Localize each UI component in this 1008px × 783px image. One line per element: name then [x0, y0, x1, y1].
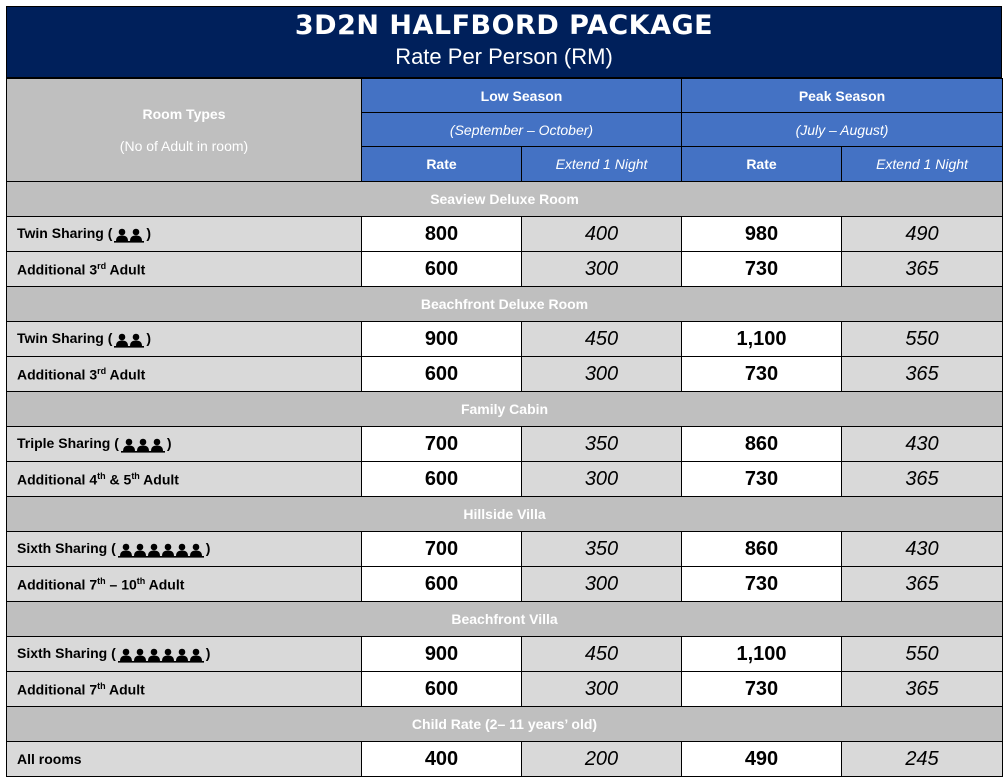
- low-extend-cell: 400: [522, 217, 682, 252]
- people-icon: [117, 647, 205, 663]
- section-title: Beachfront Deluxe Room: [7, 287, 1003, 322]
- low-rate-cell: 600: [362, 357, 522, 392]
- section-row: [7, 497, 1003, 532]
- peak-extend-cell: 490: [842, 217, 1003, 252]
- low-extend-cell: 300: [522, 672, 682, 707]
- low-rate-cell: 600: [362, 672, 522, 707]
- peak-extend-cell: 365: [842, 357, 1003, 392]
- low-rate-cell: 900: [362, 322, 522, 357]
- table-row: [7, 252, 1003, 287]
- peak-season-header: Peak Season: [682, 79, 1003, 113]
- table-row: [7, 567, 1003, 602]
- low-extend-cell: 450: [522, 637, 682, 672]
- label-text: Additional 7: [17, 681, 98, 698]
- peak-extend-header: Extend 1 Night: [842, 147, 1003, 182]
- room-label: [7, 637, 362, 672]
- label-text: Sixth Sharing (: [17, 645, 116, 662]
- low-extend-cell: 350: [522, 427, 682, 462]
- section-title: Beachfront Villa: [7, 602, 1003, 637]
- ordinal-suffix: rd: [97, 260, 107, 271]
- label-text: ): [205, 540, 211, 557]
- peak-rate-cell: 730: [682, 252, 842, 287]
- peak-rate-cell: 490: [682, 742, 842, 777]
- peak-extend-cell: 365: [842, 462, 1003, 497]
- low-extend-cell: 300: [522, 567, 682, 602]
- section-row: [7, 602, 1003, 637]
- peak-rate-cell: 1,100: [682, 322, 842, 357]
- label-text: Additional 3: [17, 261, 98, 278]
- low-rate-header: Rate: [362, 147, 522, 182]
- label-text: Additional 7: [17, 576, 98, 593]
- peak-rate-cell: 730: [682, 567, 842, 602]
- peak-extend-cell: 430: [842, 427, 1003, 462]
- label-text: Adult: [139, 471, 179, 488]
- peak-rate-cell: 730: [682, 462, 842, 497]
- peak-extend-cell: 365: [842, 252, 1003, 287]
- low-season-header: Low Season: [362, 79, 682, 113]
- table-row: [7, 532, 1003, 567]
- peak-rate-cell: 1,100: [682, 637, 842, 672]
- section-title: Family Cabin: [7, 392, 1003, 427]
- room-label: [7, 427, 362, 462]
- room-label: [7, 532, 362, 567]
- peak-rate-cell: 980: [682, 217, 842, 252]
- low-rate-cell: 700: [362, 427, 522, 462]
- table-row: [7, 357, 1003, 392]
- title-banner: [6, 6, 1002, 78]
- table-row: [7, 217, 1003, 252]
- table-row: [7, 322, 1003, 357]
- label-text: Additional 3: [17, 366, 98, 383]
- label-text: ): [146, 330, 152, 347]
- peak-extend-cell: 550: [842, 322, 1003, 357]
- label-text: Sixth Sharing (: [17, 540, 116, 557]
- room-types-note: (No of Adult in room): [119, 138, 249, 154]
- room-label: [7, 567, 362, 602]
- low-rate-cell: 900: [362, 637, 522, 672]
- peak-rate-cell: 860: [682, 532, 842, 567]
- people-icon: [117, 542, 205, 558]
- low-extend-cell: 450: [522, 322, 682, 357]
- label-text: Additional 4: [17, 471, 98, 488]
- low-extend-header: Extend 1 Night: [522, 147, 682, 182]
- label-text: Adult: [106, 261, 146, 278]
- people-icon: [113, 332, 145, 348]
- ordinal-suffix: th: [97, 680, 106, 691]
- label-text: ): [146, 225, 152, 242]
- low-rate-cell: 600: [362, 567, 522, 602]
- ordinal-suffix: th: [97, 470, 106, 481]
- label-text: All rooms: [17, 751, 82, 767]
- package-title: 3D2N HALFBORD PACKAGE: [294, 10, 714, 41]
- label-text: Adult: [106, 366, 146, 383]
- section-title: Hillside Villa: [7, 497, 1003, 532]
- label-text: Adult: [145, 576, 185, 593]
- low-season-months: (September – October): [362, 113, 682, 147]
- label-text: – 10: [105, 576, 137, 593]
- peak-extend-cell: 365: [842, 672, 1003, 707]
- section-row: [7, 287, 1003, 322]
- low-extend-cell: 300: [522, 357, 682, 392]
- label-text: Triple Sharing (: [17, 435, 119, 452]
- peak-extend-cell: 365: [842, 567, 1003, 602]
- section-row: [7, 182, 1003, 217]
- room-label: [7, 252, 362, 287]
- people-icon: [113, 227, 145, 243]
- ordinal-suffix: th: [131, 470, 140, 481]
- people-icon: [120, 437, 166, 453]
- section-title: Seaview Deluxe Room: [7, 182, 1003, 217]
- room-label: [7, 357, 362, 392]
- peak-extend-cell: 550: [842, 637, 1003, 672]
- peak-rate-cell: 730: [682, 357, 842, 392]
- low-extend-cell: 200: [522, 742, 682, 777]
- ordinal-suffix: rd: [97, 365, 107, 376]
- room-types-label: Room Types: [142, 106, 226, 122]
- label-text: Twin Sharing (: [17, 225, 113, 242]
- section-title: Child Rate (2– 11 years’ old): [7, 707, 1003, 742]
- peak-rate-cell: 860: [682, 427, 842, 462]
- table-row: [7, 637, 1003, 672]
- label-text: & 5: [105, 471, 132, 488]
- peak-extend-cell: 430: [842, 532, 1003, 567]
- low-extend-cell: 300: [522, 252, 682, 287]
- ordinal-suffix: th: [136, 575, 146, 586]
- section-row: [7, 707, 1003, 742]
- label-text: ): [166, 435, 172, 452]
- peak-season-months: (July – August): [682, 113, 1003, 147]
- peak-extend-cell: 245: [842, 742, 1003, 777]
- low-rate-cell: 800: [362, 217, 522, 252]
- room-label: [7, 217, 362, 252]
- peak-rate-cell: 730: [682, 672, 842, 707]
- ordinal-suffix: th: [97, 575, 106, 586]
- label-text: ): [205, 645, 211, 662]
- label-text: Adult: [105, 681, 145, 698]
- table-row: [7, 462, 1003, 497]
- low-rate-cell: 700: [362, 532, 522, 567]
- low-rate-cell: 400: [362, 742, 522, 777]
- room-label: [7, 742, 362, 777]
- package-subtitle: Rate Per Person (RM): [395, 44, 613, 69]
- room-label: [7, 672, 362, 707]
- low-rate-cell: 600: [362, 462, 522, 497]
- rate-sheet: [6, 6, 1002, 777]
- room-types-header: [7, 79, 362, 182]
- rate-table: [6, 78, 1003, 777]
- table-row: [7, 742, 1003, 777]
- table-row: [7, 672, 1003, 707]
- room-label: [7, 322, 362, 357]
- low-extend-cell: 350: [522, 532, 682, 567]
- low-extend-cell: 300: [522, 462, 682, 497]
- table-row: [7, 427, 1003, 462]
- low-rate-cell: 600: [362, 252, 522, 287]
- room-label: [7, 462, 362, 497]
- label-text: Twin Sharing (: [17, 330, 113, 347]
- peak-rate-header: Rate: [682, 147, 842, 182]
- section-row: [7, 392, 1003, 427]
